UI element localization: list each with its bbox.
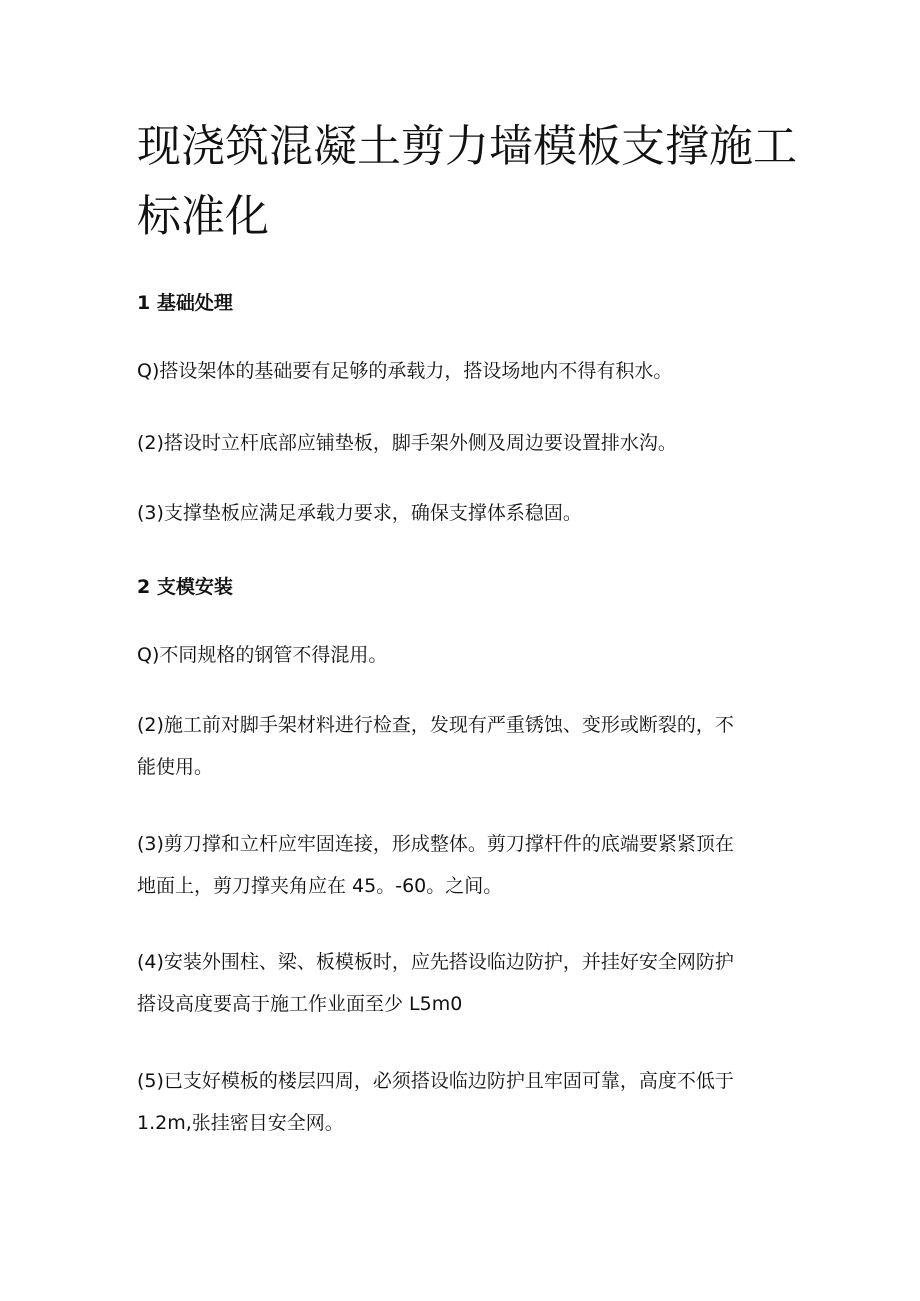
paragraph-line: (4)安装外围柱、梁、板模板时，应先搭设临边防护，并挂好安全网防护 (137, 951, 734, 973)
paragraph-line: Q)搭设架体的基础要有足够的承载力，搭设场地内不得有积水。 (137, 360, 673, 382)
paragraph-formwork-4 (137, 941, 777, 1025)
paragraph-line: (5)已支好模板的楼层四周，必须搭设临边防护且牢固可靠，高度不低于 (137, 1070, 734, 1092)
paragraph-formwork-5 (137, 1060, 777, 1144)
paragraph-formwork-2 (137, 704, 777, 788)
section-heading-formwork: 2 支模安装 (137, 576, 233, 598)
document-title (137, 112, 797, 252)
section-heading-foundation: 1 基础处理 (137, 292, 233, 314)
paragraph-foundation-2 (137, 422, 777, 464)
paragraph-line: (3)支撑垫板应满足承载力要求，确保支撑体系稳固。 (137, 502, 582, 524)
paragraph-formwork-1 (137, 634, 777, 676)
paragraph-foundation-3 (137, 492, 777, 534)
paragraph-line: (2)施工前对脚手架材料进行检查，发现有严重锈蚀、变形或断裂的，不 (137, 714, 734, 736)
paragraph-line: 地面上，剪刀撑夹角应在 45。-60。之间。 (137, 875, 503, 897)
paragraph-line: 1.2m,张挂密目安全网。 (137, 1112, 344, 1134)
paragraph-line: Q)不同规格的钢管不得混用。 (137, 644, 388, 666)
paragraph-line: (2)搭设时立杆底部应铺垫板，脚手架外侧及周边要设置排水沟。 (137, 432, 677, 454)
title-line-1: 现浇筑混凝土剪力墙模板支撑施工 (137, 121, 797, 172)
paragraph-formwork-3 (137, 823, 777, 907)
paragraph-line: 搭设高度要高于施工作业面至少 L5m0 (137, 993, 463, 1015)
paragraph-foundation-1 (137, 350, 777, 392)
title-line-2: 标准化 (137, 191, 269, 242)
paragraph-line: (3)剪刀撑和立杆应牢固连接，形成整体。剪刀撑杆件的底端要紧紧顶在 (137, 833, 734, 855)
paragraph-line: 能使用。 (137, 756, 214, 778)
